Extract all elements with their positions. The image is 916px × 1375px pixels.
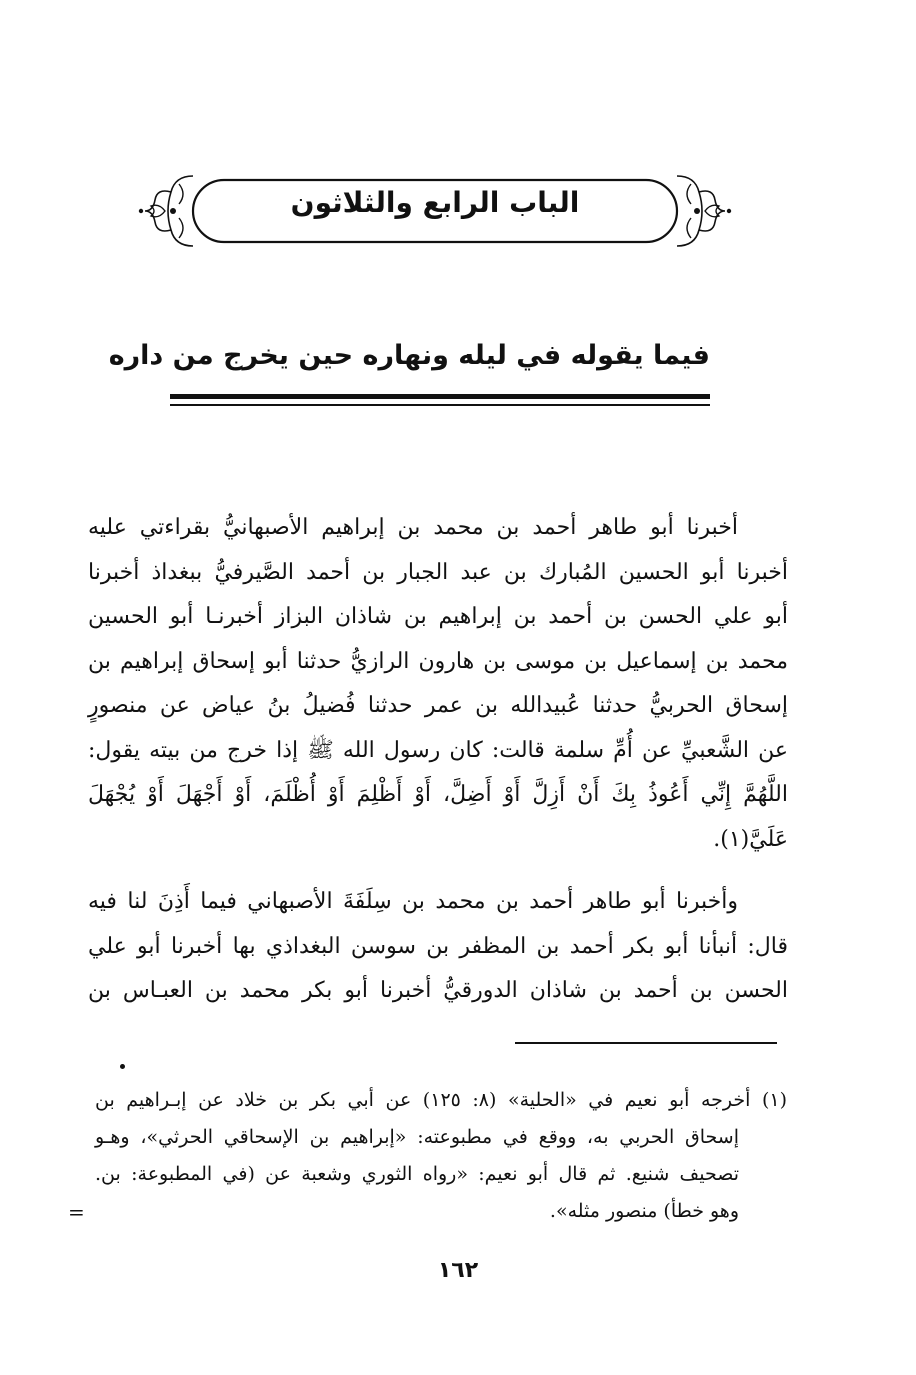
page-number: ١٦٢	[437, 1258, 479, 1283]
footnote-separator	[515, 1042, 777, 1044]
text-line: أبو علي الحسن بن أحمد بن إبراهيم بن شاذان البزاز أخبرنـا أبو الحسين	[88, 604, 788, 629]
text-line: اللَّهُمَّ إِنِّي أَعُوذُ بِكَ أَنْ أَزِلَّ أَوْ أَضِلَّ، أَوْ أَظْلِمَ أَوْ أُظْلَمَ، أَوْ أَجْهَلَ أَوْ يُجْهَلَ	[88, 782, 788, 807]
footnote-line: تصحيف شنيع. ثم قال أبو نعيم: «رواه الثوري وشعبة عن (في المطبوعة: بن.	[95, 1163, 739, 1185]
text-line: عَلَيَّ(١).	[713, 826, 788, 852]
text-line: الحسن بن أحمد بن شاذان الدورقيُّ أخبرنا أبو بكر محمد بن العبـاس بن	[88, 978, 788, 1003]
text-line: محمد بن إسماعيل بن موسى بن هارون الرازيُّ حدثنا أبو إسحاق إبراهيم بن	[88, 648, 788, 674]
text-line: أخبرنا أبو الحسين المُبارك بن عبد الجبار بن أحمد الصَّيرفيُّ ببغداذ أخبرنا	[88, 559, 788, 585]
text-line: وأخبرنا أبو طاهر أحمد بن محمد بن سِلَفَةَ الأصبهاني فيما أَذِنَ لنا فيه	[88, 889, 738, 914]
title-underline-thick	[170, 394, 710, 399]
paragraph-1	[88, 506, 788, 862]
text-line: عن الشَّعبيِّ عن أُمِّ سلمة قالت: كان رسول الله ﷺ إذا خرج من بيته يقول:	[88, 737, 788, 763]
footnote-line: (١) أخرجه أبو نعيم في «الحلية» (٨: ١٢٥) عن أبي بكر بن خلاد عن إبـراهيم بن	[95, 1089, 787, 1111]
text-line: أخبرنا أبو طاهر أحمد بن محمد بن إبراهيم الأصبهانيُّ بقراءتي عليه	[88, 515, 738, 540]
footnote	[95, 1082, 787, 1230]
ink-dot	[120, 1064, 125, 1069]
footnote-continuation-mark: =	[68, 1200, 85, 1224]
chapter-title: الباب الرابع والثلاثون	[290, 186, 580, 219]
section-title: فيما يقوله في ليله ونهاره حين يخرج من داره	[108, 340, 710, 371]
footnote-line: وهو خطأ) منصور مثله».	[549, 1200, 739, 1222]
text-line: قال: أنبأنا أبو بكر أحمد بن المظفر بن سوسن البغداذي بها أخبرنا أبو علي	[88, 933, 788, 959]
chapter-banner	[135, 170, 735, 252]
text-line: إسحاق الحربيُّ حدثنا عُبيدالله بن عمر حدثنا فُضيلُ بنُ عياض عن منصورٍ	[88, 693, 788, 718]
footnote-line: إسحاق الحربي به، ووقع في مطبوعته: «إبراهيم بن الإسحاقي الحرثي»، وهـو	[95, 1126, 739, 1148]
title-underline-thin	[170, 404, 710, 406]
paragraph-2	[88, 880, 788, 1014]
